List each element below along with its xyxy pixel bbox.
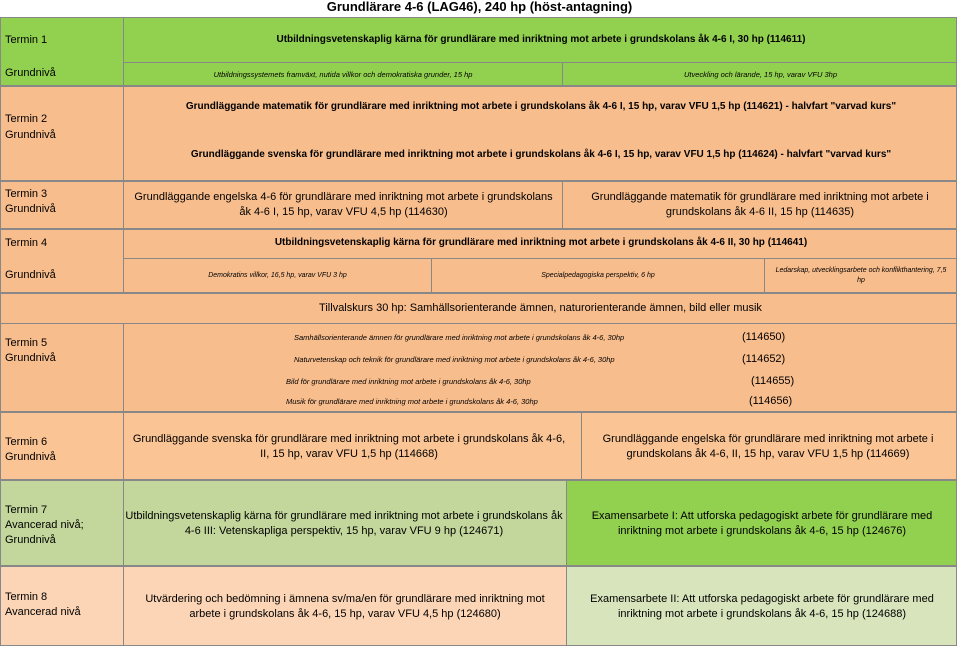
term-7-label: Termin 7 — [5, 504, 48, 516]
term-3-course-a: Grundläggande engelska 4-6 för grundlärare med inriktning mot arbete i grundskolans åk 4-6 I, 15 hp, varav VFU 4,5 hp (114630) — [134, 191, 553, 218]
term-2-course-a: Grundläggande matematik för grundlärare med inriktning mot arbete i grundskolans åk 4-6 I, 15 hp, varav VFU 1,5 hp (114621) - halvfart "varvad kurs" — [185, 101, 897, 112]
term-6-label: Termin 6 — [5, 436, 48, 448]
term-7-course-a: Utbildningsvetenskaplig kärna för grundlärare med inriktning mot arbete i grundskolans åk 4-6 III: Vetenskapliga perspektiv, 15 hp, varav VFU 9 hp (124671) — [125, 510, 563, 537]
term-2-course-b: Grundläggande svenska för grundlärare med inriktning mot arbete i grundskolans åk 4-6 I, 15 hp, varav VFU 1,5 hp (114624) - halvfart "varvad kurs" — [190, 149, 892, 160]
term-5-label: Termin 5 — [5, 337, 48, 349]
term-1-sub-a: Utbildningssystemets framväxt, nutida villkor och demokratiska grunder, 15 hp — [213, 69, 473, 79]
term-8-level: Avancerad nivå — [5, 606, 81, 618]
term-4-sub-b: Specialpedagogiska perspektiv, 6 hp — [541, 272, 655, 279]
term-3-block — [0, 181, 957, 229]
term-3-label: Termin 3 — [5, 188, 48, 200]
option-code: (114650) — [742, 330, 786, 343]
term-1-label: Termin 1 — [5, 34, 48, 46]
term-6-block — [0, 412, 957, 480]
term-7-level: Avancerad nivå; — [5, 519, 84, 531]
option-name: Naturvetenskap och teknik för grundlärare med inriktning mot arbete i grundskolans åk 4-6, 30hp — [294, 354, 615, 364]
option-code: (114652) — [742, 352, 786, 365]
term-2-block — [0, 86, 957, 181]
option-row — [124, 374, 957, 388]
option-name: Musik för grundlärare med inriktning mot arbete i grundskolans åk 4-6, 30hp — [286, 396, 538, 406]
term-7-level-2: Grundnivå — [5, 534, 56, 546]
term-4-sub-a: Demokratins villkor, 16,5 hp, varav VFU 3 hp — [208, 272, 347, 279]
option-row — [124, 330, 957, 344]
term-8-label: Termin 8 — [5, 591, 48, 603]
term-4-block — [0, 229, 957, 293]
option-name: Samhällsorienterande ämnen för grundlärare med inriktning mot arbete i grundskolans åk 4-6, 30hp — [294, 332, 625, 342]
option-code: (114656) — [749, 394, 793, 407]
term-4-course: Utbildningsvetenskaplig kärna för grundlärare med inriktning mot arbete i grundskolans åk 4-6 II, 30 hp (114641) — [274, 237, 808, 248]
term-8-course-a: Utvärdering och bedömning i ämnena sv/ma/en för grundlärare med inriktning mot arbete i grundskolans åk 4-6, 15 hp, varav VFU 4,5 hp (124680) — [145, 593, 545, 620]
term-6-course-a: Grundläggande svenska för grundlärare med inriktning mot arbete i grundskolans åk 4-6, II, 15 hp, varav VFU 1,5 hp (114668) — [132, 433, 566, 460]
term-6-level: Grundnivå — [5, 451, 56, 463]
term-4-label: Termin 4 — [5, 237, 48, 249]
term-2-label: Termin 2 — [5, 113, 48, 125]
term-2-level: Grundnivå — [5, 129, 56, 141]
option-name: Bild för grundlärare med inriktning mot arbete i grundskolans åk 4-6, 30hp — [286, 376, 531, 386]
option-row — [124, 394, 957, 408]
term-1-block — [0, 17, 957, 86]
page-title: Grundlärare 4-6 (LAG46), 240 hp (höst-antagning) — [326, 0, 633, 14]
term-7-course-b: Examensarbete I: Att utforska pedagogiskt arbete för grundlärare med inriktning mot arbete i grundskolans åk 4-6, 15 hp (124676) — [591, 510, 933, 537]
term-4-sub-c: Ledarskap, utvecklingsarbete och konflikthantering, 7,5 hp — [775, 267, 947, 284]
term-8-course-b: Examensarbete II: Att utforska pedagogiskt arbete för grundlärare med inriktning mot arbete i grundskolans åk 4-6, 15 hp (124688) — [590, 593, 934, 620]
term-1-sub-b: Utveckling och lärande, 15 hp, varav VFU 3hp — [684, 69, 837, 79]
term-1-level: Grundnivå — [5, 67, 56, 79]
term-8-block — [0, 566, 957, 646]
term-3-level: Grundnivå — [5, 203, 56, 215]
term-4-level: Grundnivå — [5, 269, 56, 281]
term-5-level: Grundnivå — [5, 352, 56, 364]
option-row — [124, 352, 957, 366]
term-7-block — [0, 480, 957, 566]
term-3-course-b: Grundläggande matematik för grundlärare med inriktning mot arbete i grundskolans åk 4-6 II, 15 hp (114635) — [591, 191, 929, 218]
term-5-heading: Tillvalskurs 30 hp: Samhällsorienterande ämnen, naturorienterande ämnen, bild eller musik — [319, 301, 762, 314]
term-1-course: Utbildningsvetenskaplig kärna för grundlärare med inriktning mot arbete i grundskolans åk 4-6 I, 30 hp (114611) — [276, 34, 806, 45]
term-6-course-b: Grundläggande engelska för grundlärare med inriktning mot arbete i grundskolans åk 4-6, II, 15 hp, varav VFU 1,5 hp (114669) — [602, 433, 934, 460]
option-code: (114655) — [751, 374, 795, 387]
term-5-block — [0, 293, 957, 412]
